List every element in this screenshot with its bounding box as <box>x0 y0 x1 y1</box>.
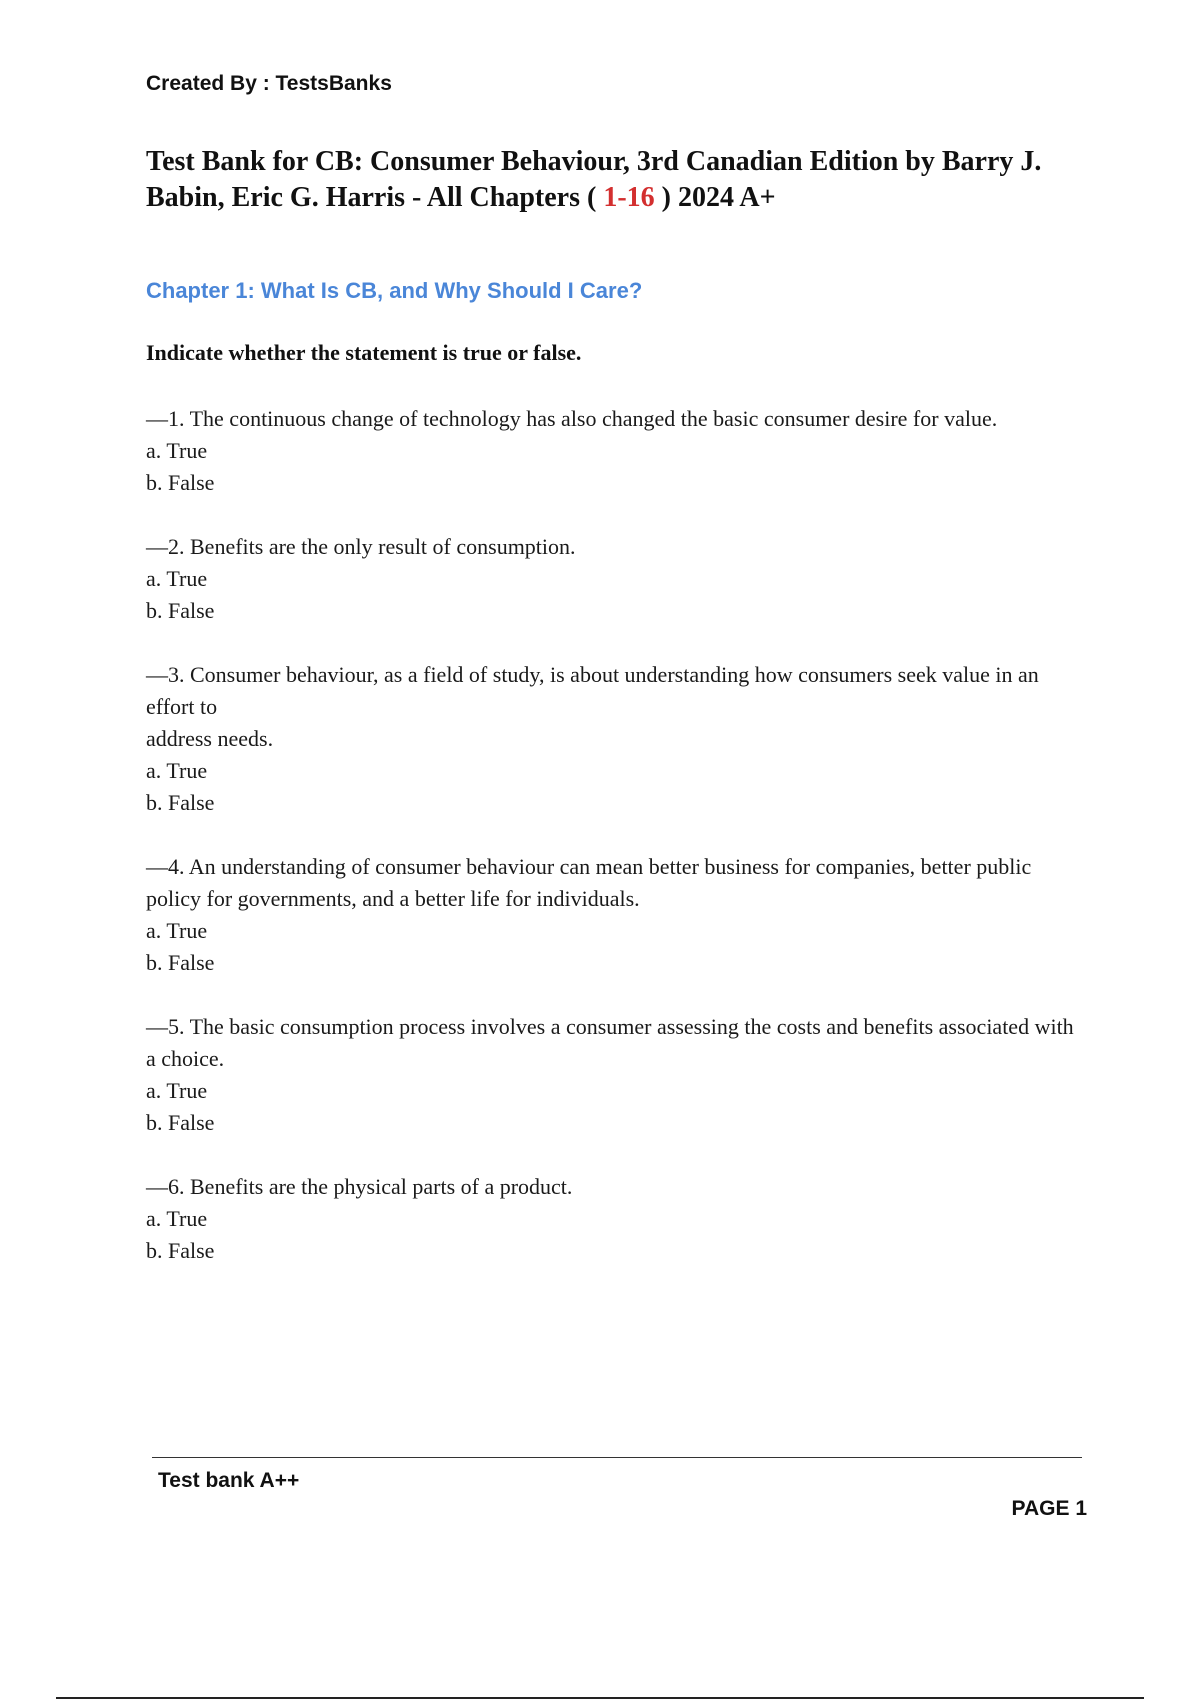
option-true: a. True <box>146 1206 208 1231</box>
question-item <box>146 659 1086 819</box>
option-false: b. False <box>146 1238 215 1263</box>
question-item <box>146 531 1086 627</box>
option-false: b. False <box>146 598 215 623</box>
footer-label: Test bank A++ <box>158 1469 300 1492</box>
document-title <box>146 144 1086 216</box>
title-suffix: ) 2024 A+ <box>654 182 776 213</box>
option-true: a. True <box>146 758 208 783</box>
question-item <box>146 1171 1086 1267</box>
question-list <box>146 403 1086 1299</box>
question-text: —1. The continuous change of technology has also changed the basic consumer desire for value. <box>146 406 998 431</box>
option-true: a. True <box>146 918 208 943</box>
question-item <box>146 403 1086 499</box>
question-text: —4. An understanding of consumer behaviour can mean better business for companies, better public policy for governments, and a better life for individuals. <box>146 854 1032 911</box>
page-number: PAGE 1 <box>1011 1497 1087 1520</box>
option-true: a. True <box>146 1078 208 1103</box>
page-bottom-divider <box>56 1697 1144 1699</box>
option-false: b. False <box>146 1110 215 1135</box>
question-item <box>146 851 1086 979</box>
question-item <box>146 1011 1086 1139</box>
created-by-label: Created By : TestsBanks <box>146 72 392 95</box>
option-false: b. False <box>146 470 215 495</box>
question-text: —5. The basic consumption process involves a consumer assessing the costs and benefits associated with a choice. <box>146 1014 1074 1071</box>
option-true: a. True <box>146 566 208 591</box>
option-false: b. False <box>146 950 215 975</box>
option-false: b. False <box>146 790 215 815</box>
title-text: Test Bank for CB: Consumer Behaviour, 3rd Canadian Edition by Barry J. Babin, Eric G. Harris - All Chapters ( <box>146 146 1042 213</box>
option-true: a. True <box>146 438 208 463</box>
question-text: —6. Benefits are the physical parts of a product. <box>146 1174 573 1199</box>
chapter-heading: Chapter 1: What Is CB, and Why Should I Care? <box>146 278 643 303</box>
instruction-text: Indicate whether the statement is true or false. <box>146 340 582 365</box>
question-text-continued: address needs. <box>146 726 274 751</box>
chapter-range-highlight: 1-16 <box>603 182 655 213</box>
question-text: —2. Benefits are the only result of consumption. <box>146 534 576 559</box>
footer-divider <box>152 1457 1082 1458</box>
question-text: —3. Consumer behaviour, as a field of study, is about understanding how consumers seek value in an effort to <box>146 662 1039 719</box>
